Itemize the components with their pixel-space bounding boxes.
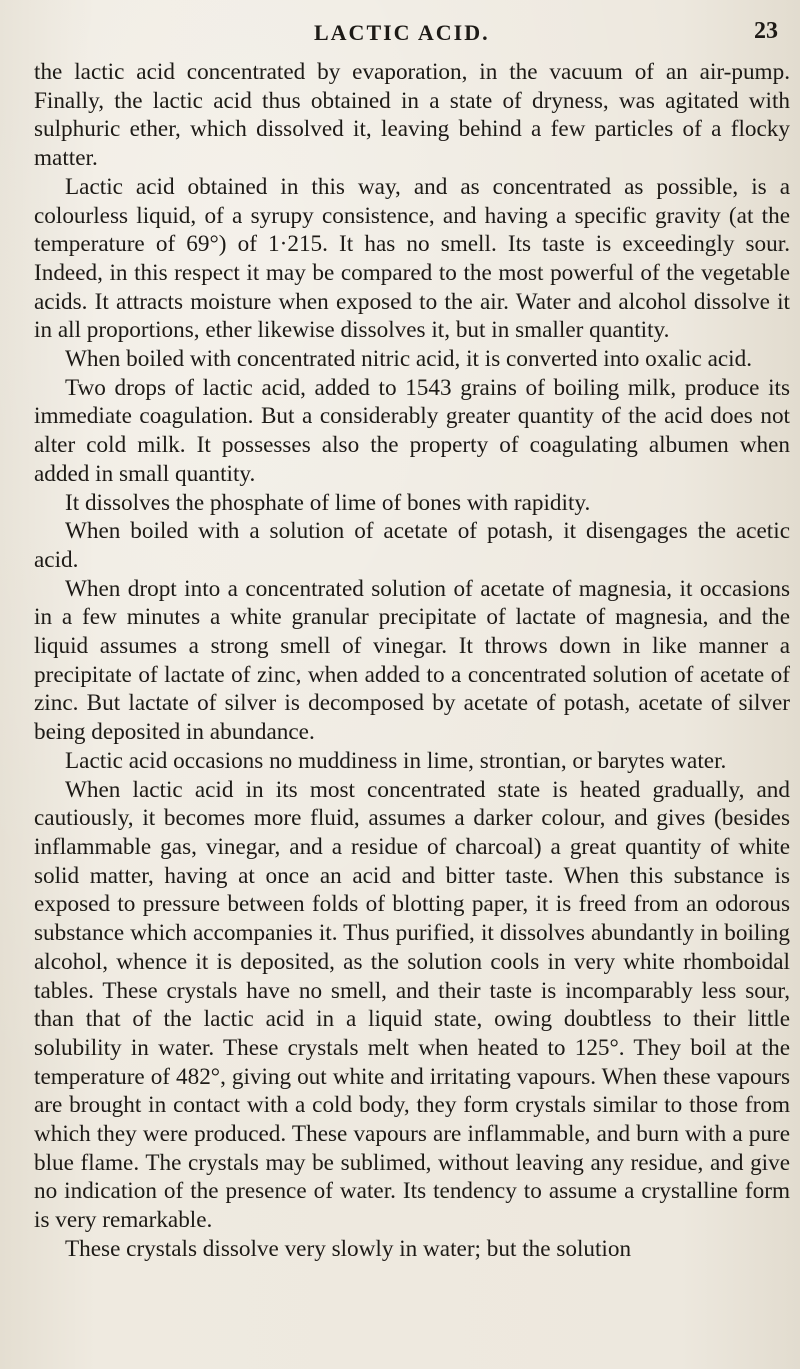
running-head: LACTIC ACID. bbox=[314, 20, 490, 45]
paragraph: It dissolves the phosphate of lime of bones with rapidity. bbox=[65, 489, 591, 516]
body-text bbox=[34, 58, 790, 1264]
paragraph: When dropt into a concentrated solution of acetate of magnesia, it occasions in a few minutes a white granular precipitate of lactate of magnesia, and the liquid assumes a strong smell of vinegar. It throws down in like manner a precipitate of lactate of zinc, when added to a concentrated solution of acetate of zinc. But lactate of silver is decomposed by acetate of potash, acetate of silver being deposited in abundance. bbox=[34, 575, 790, 746]
paragraph: the lactic acid concentrated by evaporation, in the vacuum of an air-pump. Finally, the lactic acid thus obtained in a state of dryness, was agitated with sulphuric ether, which dissolved it, leaving behind a few particles of a flocky matter. bbox=[34, 59, 790, 172]
paragraph: Lactic acid obtained in this way, and as concentrated as possible, is a colourless liquid, of a syrupy consistence, and having a specific gravity (at the temperature of 69°) of 1·215. It has no smell. Its taste is exceedingly sour. Indeed, in this respect it may be compared to the most powerful of the vegetable acids. It attracts moisture when exposed to the air. Water and alcohol dissolve it in all proportions, ether likewise dissolves it, but in smaller quantity. bbox=[34, 173, 790, 344]
paragraph: When boiled with a solution of acetate of potash, it disengages the acetic acid. bbox=[34, 518, 790, 573]
page-number: 23 bbox=[754, 18, 778, 44]
paragraph: When boiled with concentrated nitric acid, it is converted into oxalic acid. bbox=[65, 346, 753, 373]
page-header bbox=[0, 18, 800, 48]
paragraph: These crystals dissolve very slowly in water; but the solution bbox=[65, 1235, 632, 1262]
paragraph: Two drops of lactic acid, added to 1543 grains of boiling milk, produce its immediate coagulation. But a considerably greater quantity of the acid does not alter cold milk. It possesses also the property of coagulating albumen when added in small quantity. bbox=[34, 374, 790, 487]
paragraph: Lactic acid occasions no muddiness in lime, strontian, or barytes water. bbox=[65, 747, 727, 774]
paragraph: When lactic acid in its most concentrated state is heated gradually, and cautiously, it becomes more fluid, assumes a darker colour, and gives (besides inflammable gas, vinegar, and a residue of charcoal) a great quantity of white solid matter, having at once an acid and bitter taste. When this substance is exposed to pressure between folds of blotting paper, it is freed from an odorous substance which accompanies it. Thus purified, it dissolves abundantly in boiling alcohol, whence it is deposited, as the solution cools in very white rhomboidal tables. These crystals have no smell, and their taste is incomparably less sour, than that of the lactic acid in a liquid state, owing doubtless to their little solubility in water. These crystals melt when heated to 125°. They boil at the temperature of 482°, giving out white and irritating vapours. When these vapours are brought in contact with a cold body, they form crystals similar to those from which they were produced. These vapours are inflammable, and burn with a pure blue flame. The crystals may be sublimed, without leaving any residue, and give no indication of the presence of water. Its tendency to assume a crystalline form is very remarkable. bbox=[34, 776, 790, 1234]
